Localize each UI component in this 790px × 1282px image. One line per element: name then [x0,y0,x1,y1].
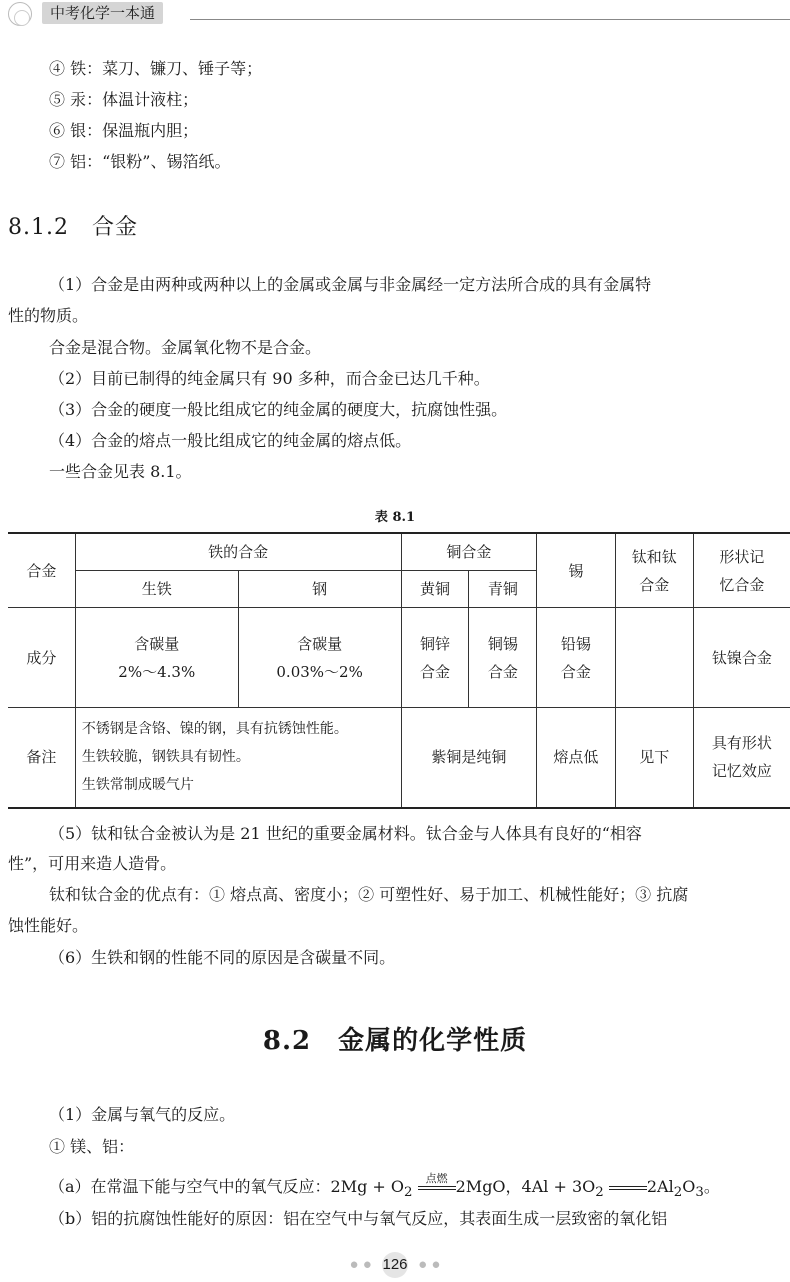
paragraph: 一些合金见表 8.1。 [49,462,192,481]
equation-text: （a）在常温下能与空气中的氧气反应：2Mg + O [49,1177,405,1196]
table-cell-line: 具有形状 [711,734,772,753]
table-header: 锡 [537,533,615,608]
table-cell [469,608,537,708]
use-item: ⑤ 汞：体温计液柱； [49,90,199,109]
reaction-arrow [418,1171,456,1190]
table-cell-line: 不锈钢是含铬、镍的钢，具有抗锈蚀性能。 [81,721,348,738]
table-header: 铜合金 [401,533,537,571]
table-header [693,533,790,608]
paragraph: 合金是混合物。金属氧化物不是合金。 [49,338,322,357]
table-cell-line: 铜锡 [487,634,518,653]
paragraph: 性的物质。 [8,306,89,325]
table-cell: 见下 [615,708,693,808]
table-cell: 紫铜是纯铜 [401,708,537,808]
equation-text: 2Al [646,1177,674,1196]
table-cell [537,608,615,708]
table-cell-line: 合金 [419,662,450,681]
use-item: ④ 铁：菜刀、镰刀、锤子等； [49,59,263,78]
paragraph: （3）合金的硬度一般比组成它的纯金属的硬度大，抗腐蚀性强。 [49,400,508,419]
book-title: 中考化学一本通 [42,2,163,24]
double-line [418,1186,456,1190]
header-circle-small-icon [14,10,30,26]
page-header [0,0,790,30]
reaction-condition: 点燃 [425,1171,448,1185]
table-row-label: 成分 [8,608,75,708]
table-cell: 熔点低 [537,708,615,808]
double-line [609,1186,647,1190]
equation-line-a [49,1171,720,1201]
table-header: 铁的合金 [75,533,401,571]
page-footer [0,1252,790,1278]
table-cell [75,608,238,708]
use-item: ⑦ 铝：“银粉”、锡箔纸。 [49,152,231,171]
equation-text: O [682,1177,696,1196]
table-row-label: 备注 [8,708,75,808]
table-header: 钢 [238,571,401,608]
section-heading-8-2: 8.2 金属的化学性质 [262,1026,528,1056]
subscript: 2 [595,1185,604,1201]
page-number: 126 [382,1252,408,1278]
paragraph: 蚀性能好。 [8,916,89,935]
reaction-arrow [609,1186,647,1190]
table-cell [401,608,469,708]
equation-text: 2MgO，4Al + 3O [455,1177,596,1196]
paragraph: 钛和钛合金的优点有：① 熔点高、密度小；② 可塑性好、易于加工、机械性能好；③ 抗腐 [49,885,689,904]
paragraph: （1）合金是由两种或两种以上的金属或金属与非金属经一定方法所合成的具有金属特 [49,275,652,294]
table-cell-line: 生铁常制成暖气片 [81,777,194,794]
paragraph: （b）铝的抗腐蚀性能好的原因：铝在空气中与氧气反应，其表面生成一层致密的氧化铝 [49,1209,668,1228]
table-cell-line: 含碳量 [134,634,180,653]
alloy-table [8,532,790,809]
footer-dots-icon: ● ● [418,1256,441,1273]
table-cell-line: 0.03%～2% [276,662,363,681]
table-header: 生铁 [75,571,238,608]
table-cell-line: 铜锌 [419,634,450,653]
table-header-line: 钛和钛 [631,547,677,566]
equation-text: 。 [703,1177,720,1196]
table-cell-line: 铅锡 [560,634,591,653]
paragraph: （5）钛和钛合金被认为是 21 世纪的重要金属材料。钛合金与人体具有良好的“相容 [49,824,642,843]
table-header-line: 忆合金 [719,575,765,594]
table-cell-line: 生铁较脆，钢铁具有韧性。 [81,749,250,766]
table-header [615,533,693,608]
subscript: 2 [404,1185,413,1201]
table-cell-line: 合金 [487,662,518,681]
table-cell: 钛镍合金 [693,608,790,708]
table-cell-line: 2%～4.3% [118,662,196,681]
paragraph: 性”，可用来造人造骨。 [8,854,177,873]
footer-dots-icon: ● ● [349,1256,372,1273]
section-heading-8-1-2: 8.1.2 合金 [8,215,138,240]
paragraph: （1）金属与氧气的反应。 [49,1105,236,1124]
table-cell [75,708,401,808]
table-cell-line: 记忆效应 [711,762,772,781]
paragraph: （4）合金的熔点一般比组成它的纯金属的熔点低。 [49,431,412,450]
header-rule [190,19,790,20]
use-item: ⑥ 银：保温瓶内胆； [49,121,199,140]
table-cell-line: 合金 [560,662,591,681]
paragraph: ① 镁、铝： [49,1137,135,1156]
table-cell-line: 含碳量 [297,634,343,653]
subscript: 2 [673,1185,683,1201]
paragraph: （2）目前已制得的纯金属只有 90 多种，而合金已达几千种。 [49,369,490,388]
table-cell [693,708,790,808]
table-header-line: 合金 [639,575,670,594]
table-caption: 表 8.1 [374,510,416,525]
table-header-line: 形状记 [719,547,765,566]
table-header: 青铜 [469,571,537,608]
subscript: 3 [695,1185,704,1201]
table-cell [238,608,401,708]
paragraph: （6）生铁和钢的性能不同的原因是含碳量不同。 [49,948,396,967]
table-header: 黄铜 [401,571,469,608]
table-cell [615,608,693,708]
table-header: 合金 [8,533,75,608]
